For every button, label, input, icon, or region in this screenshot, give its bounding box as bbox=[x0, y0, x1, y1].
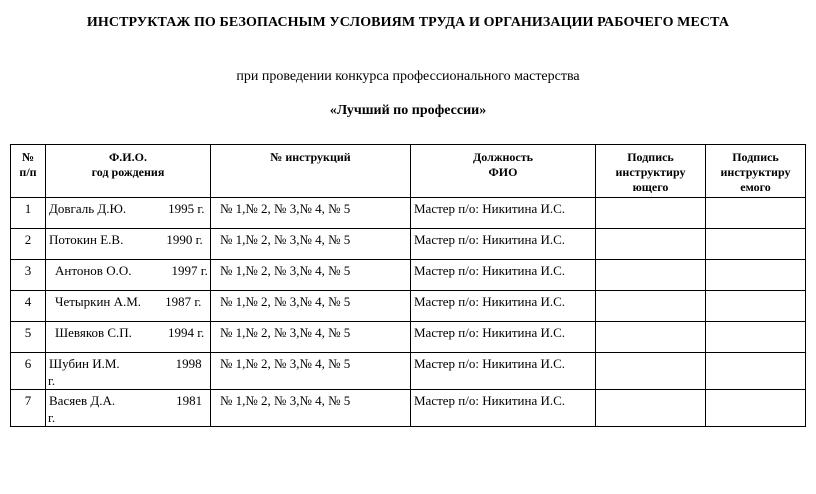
row-name-year bbox=[46, 229, 211, 260]
row-sign-instructed[interactable] bbox=[706, 353, 806, 390]
row-num: 6 bbox=[11, 353, 46, 390]
row-num: 1 bbox=[11, 198, 46, 229]
header-sign-instructor bbox=[596, 145, 706, 198]
row-position: Мастер п/о: Никитина И.С. bbox=[411, 322, 596, 353]
header-sign-instructor-line: ющего bbox=[632, 180, 669, 194]
row-instructions: № 1,№ 2, № 3,№ 4, № 5 bbox=[211, 353, 411, 390]
row-name: Шубин И.М. bbox=[49, 356, 120, 371]
header-instructions-line: № инструкций bbox=[270, 150, 351, 164]
header-sign-instructor-line: Подпись bbox=[627, 150, 674, 164]
row-name: Четыркин А.М. bbox=[55, 294, 142, 309]
row-position: Мастер п/о: Никитина И.С. bbox=[411, 198, 596, 229]
row-sign-instructor[interactable] bbox=[596, 322, 706, 353]
row-year: 1998 г. bbox=[48, 356, 202, 388]
header-position-line: ФИО bbox=[488, 165, 518, 179]
table-row bbox=[11, 198, 806, 229]
row-year: 1995 г. bbox=[168, 201, 205, 216]
header-name-line: Ф.И.О. bbox=[109, 150, 147, 164]
row-year: 1990 г. bbox=[166, 232, 203, 247]
row-instructions: № 1,№ 2, № 3,№ 4, № 5 bbox=[211, 390, 411, 427]
row-instructions: № 1,№ 2, № 3,№ 4, № 5 bbox=[211, 229, 411, 260]
row-sign-instructed[interactable] bbox=[706, 229, 806, 260]
row-name-year bbox=[46, 260, 211, 291]
row-position: Мастер п/о: Никитина И.С. bbox=[411, 390, 596, 427]
row-name: Потокин Е.В. bbox=[49, 232, 124, 247]
header-sign-instructed bbox=[706, 145, 806, 198]
row-position: Мастер п/о: Никитина И.С. bbox=[411, 353, 596, 390]
row-year: 1981 г. bbox=[48, 393, 203, 425]
row-name: Антонов О.О. bbox=[55, 263, 132, 278]
row-name: Довгаль Д.Ю. bbox=[49, 201, 127, 216]
row-sign-instructor[interactable] bbox=[596, 229, 706, 260]
header-sign-instructed-line: Подпись bbox=[732, 150, 779, 164]
header-name bbox=[46, 145, 211, 198]
header-num-line: № bbox=[21, 150, 35, 164]
row-name-year bbox=[46, 353, 211, 390]
row-sign-instructor[interactable] bbox=[596, 198, 706, 229]
header-instructions bbox=[211, 145, 411, 198]
row-position: Мастер п/о: Никитина И.С. bbox=[411, 291, 596, 322]
table-row bbox=[11, 229, 806, 260]
row-name-year bbox=[46, 390, 211, 427]
row-name-year bbox=[46, 291, 211, 322]
row-num: 2 bbox=[11, 229, 46, 260]
row-sign-instructor[interactable] bbox=[596, 260, 706, 291]
table-row bbox=[11, 353, 806, 390]
row-sign-instructor[interactable] bbox=[596, 390, 706, 427]
header-sign-instructed-line: емого bbox=[740, 180, 771, 194]
row-sign-instructor[interactable] bbox=[596, 353, 706, 390]
row-name-year bbox=[46, 198, 211, 229]
table-row bbox=[11, 390, 806, 427]
row-sign-instructed[interactable] bbox=[706, 260, 806, 291]
row-num: 4 bbox=[11, 291, 46, 322]
row-num: 5 bbox=[11, 322, 46, 353]
document-title: ИНСТРУКТАЖ ПО БЕЗОПАСНЫМ УСЛОВИЯМ ТРУДА И ОРГАНИЗАЦИИ РАБОЧЕГО МЕСТА bbox=[86, 15, 730, 30]
row-year: 1994 г. bbox=[167, 325, 205, 340]
row-name: Шевяков С.П. bbox=[55, 325, 132, 340]
table-header-row bbox=[11, 145, 806, 198]
table-row bbox=[11, 260, 806, 291]
row-year: 1987 г. bbox=[165, 294, 202, 309]
row-position: Мастер п/о: Никитина И.С. bbox=[411, 229, 596, 260]
header-position-line: Должность bbox=[472, 150, 533, 164]
briefing-table bbox=[10, 144, 806, 427]
table-row bbox=[11, 291, 806, 322]
row-instructions: № 1,№ 2, № 3,№ 4, № 5 bbox=[211, 198, 411, 229]
row-instructions: № 1,№ 2, № 3,№ 4, № 5 bbox=[211, 322, 411, 353]
row-name: Васяев Д.А. bbox=[49, 393, 116, 408]
header-num-line: п/п bbox=[19, 165, 37, 179]
row-instructions: № 1,№ 2, № 3,№ 4, № 5 bbox=[211, 260, 411, 291]
header-position bbox=[411, 145, 596, 198]
contest-name: «Лучший по профессии» bbox=[329, 103, 487, 118]
row-instructions: № 1,№ 2, № 3,№ 4, № 5 bbox=[211, 291, 411, 322]
header-name-line: год рождения bbox=[91, 165, 165, 179]
row-sign-instructed[interactable] bbox=[706, 390, 806, 427]
document-subtitle: при проведении конкурса профессионального мастерства bbox=[236, 69, 580, 84]
row-num: 3 bbox=[11, 260, 46, 291]
row-position: Мастер п/о: Никитина И.С. bbox=[411, 260, 596, 291]
header-sign-instructed-line: инструктиру bbox=[720, 165, 791, 179]
row-name-year bbox=[46, 322, 211, 353]
header-sign-instructor-line: инструктиру bbox=[615, 165, 686, 179]
row-sign-instructed[interactable] bbox=[706, 322, 806, 353]
row-num: 7 bbox=[11, 390, 46, 427]
row-sign-instructed[interactable] bbox=[706, 198, 806, 229]
table-row bbox=[11, 322, 806, 353]
row-sign-instructor[interactable] bbox=[596, 291, 706, 322]
header-num bbox=[11, 145, 46, 198]
row-year: 1997 г. bbox=[171, 263, 208, 278]
row-sign-instructed[interactable] bbox=[706, 291, 806, 322]
